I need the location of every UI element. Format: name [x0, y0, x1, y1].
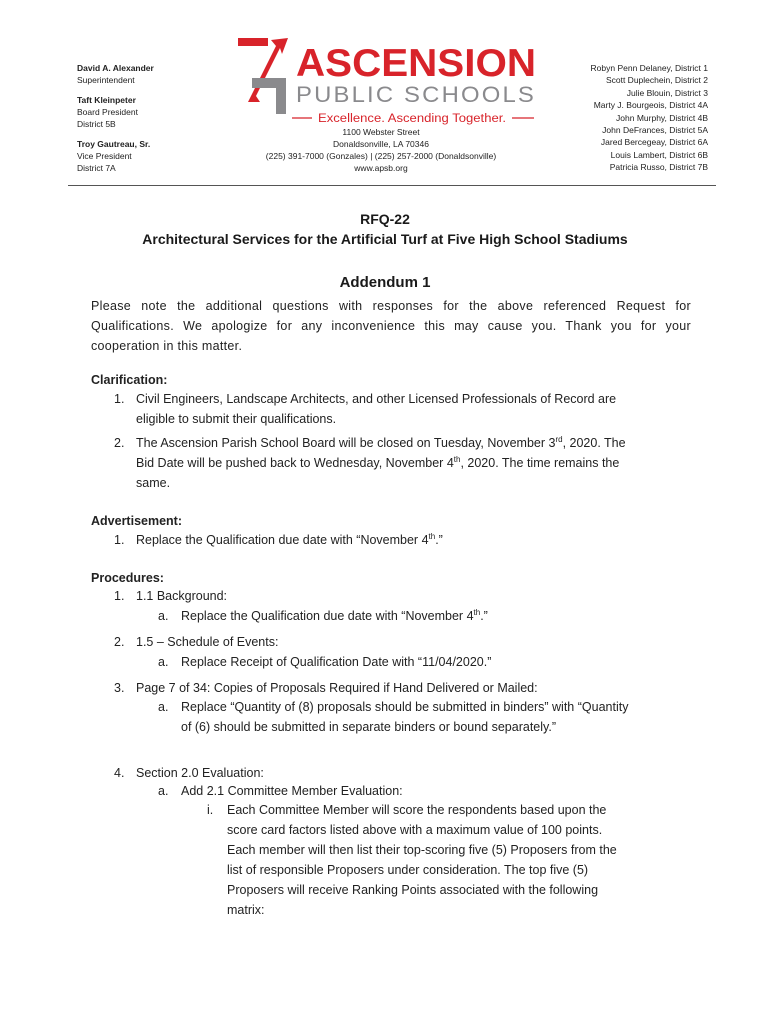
board-member: Marty J. Bourgeois, District 4A [593, 100, 708, 111]
officer-title: Vice President [77, 151, 132, 161]
text-run: Replace the Qualification due date with “November 4 [136, 533, 429, 547]
intro-paragraph: Please note the additional questions with responses for the above referenced Request for Qualifications. We apologize for any inconvenience this may cause you. Thank you for your cooperation in this matter. [91, 299, 691, 353]
list-number: 4. [114, 766, 125, 780]
list-letter: a. [158, 655, 169, 669]
officer-district: District 5B [77, 119, 116, 129]
list-number: 1. [114, 533, 125, 547]
officer-name: Troy Gautreau, Sr. [77, 139, 151, 149]
address-phones: (225) 391-7000 (Gonzales) | (225) 257-2000 (Donaldsonville) [265, 151, 497, 161]
procedure-4a: Add 2.1 Committee Member Evaluation: [181, 784, 403, 798]
clarification-heading: Clarification: [91, 373, 168, 387]
advertisement-heading: Advertisement: [91, 514, 182, 528]
list-number: 3. [114, 681, 125, 695]
officer-name: David A. Alexander [77, 63, 154, 73]
board-member: Scott Duplechein, District 2 [605, 75, 708, 86]
addendum-title: Addendum 1 [339, 274, 431, 291]
officer-vice-president [77, 138, 154, 174]
district-address [240, 126, 522, 174]
list-letter: a. [158, 784, 169, 798]
address-city: Donaldsonville, LA 70346 [333, 139, 429, 149]
logo-tagline: Excellence. Ascending Together. [318, 113, 506, 125]
list-number: 1. [114, 392, 125, 406]
board-member: Patricia Russo, District 7B [609, 162, 708, 173]
logo-name: ASCENSION [296, 42, 536, 85]
list-number: 2. [114, 436, 125, 450]
project-title: Architectural Services for the Artificial Turf at Five High School Stadiums [142, 231, 628, 247]
header-divider [68, 185, 716, 186]
board-member: Jared Bercegeay, District 6A [600, 137, 708, 148]
board-members [591, 62, 708, 174]
text-run: , 2020. The time remains the same. [136, 456, 620, 490]
advertisement-item-1 [136, 530, 646, 550]
officer-title: Superintendent [77, 75, 135, 85]
officer-name: Taft Kleinpeter [77, 95, 136, 105]
procedure-3: Page 7 of 34: Copies of Proposals Required if Hand Delivered or Mailed: [136, 681, 538, 695]
officer-superintendent [77, 62, 154, 86]
logo-gray-bar [252, 78, 286, 114]
text-run: .” [435, 533, 443, 547]
list-number: 2. [114, 635, 125, 649]
text-run: Replace the Qualification due date with “November 4 [181, 609, 474, 623]
clarification-item-1: Civil Engineers, Landscape Architects, and other Licensed Professionals of Record are eligible to submit their qualifications. [136, 392, 617, 426]
procedure-1: 1.1 Background: [136, 589, 228, 603]
logo-red-stroke [238, 38, 268, 46]
list-letter: a. [158, 609, 169, 623]
board-member: Louis Lambert, District 6B [610, 149, 708, 160]
address-website: www.apsb.org [354, 163, 408, 173]
officer-district: District 7A [77, 163, 116, 173]
logo-sub: PUBLIC SCHOOLS [296, 82, 536, 107]
superscript: th [428, 531, 436, 541]
board-member: John DeFrances, District 5A [602, 125, 708, 136]
rfq-number: RFQ-22 [360, 211, 410, 227]
board-member: Julie Blouin, District 3 [626, 87, 708, 98]
list-number: 1. [114, 589, 125, 603]
procedures-heading: Procedures: [91, 571, 164, 585]
text-run: The Ascension Parish School Board will be closed on Tuesday, November 3 [136, 436, 556, 450]
text-run: .” [480, 609, 488, 623]
procedure-2: 1.5 – Schedule of Events: [136, 635, 279, 649]
officer-president [77, 94, 154, 130]
superscript: th [473, 607, 481, 617]
list-letter: a. [158, 700, 169, 714]
address-street: 1100 Webster Street [342, 127, 420, 137]
procedure-2a: Replace Receipt of Qualification Date with “11/04/2020.” [181, 655, 492, 669]
board-member: Robyn Penn Delaney, District 1 [590, 63, 708, 73]
superscript: rd [555, 434, 563, 444]
text-run: , 2020. The Bid Date will be pushed back to Wednesday, November 4 [136, 436, 626, 470]
superscript: th [453, 454, 461, 464]
procedure-1a [181, 606, 661, 626]
board-officers [77, 62, 154, 182]
procedure-3a: Replace “Quantity of (8) proposals should be submitted in binders” with “Quantity of (6) should be submitted in separate binders or bound separately.” [181, 700, 629, 734]
list-roman: i. [207, 803, 214, 817]
clarification-item-2 [136, 433, 646, 493]
procedure-4: Section 2.0 Evaluation: [136, 766, 264, 780]
ascension-logo [226, 36, 546, 126]
officer-title: Board President [77, 107, 138, 117]
board-member: John Murphy, District 4B [616, 112, 708, 123]
procedure-4a-i: Each Committee Member will score the respondents based upon the score card factors listed above with a maximum value of 100 points. Each member will then list their top-scoring five (5) Proposers from the list of responsible Proposers under consideration. The top five (5) Proposers will receive Ranking Points associated with the following matrix: [227, 803, 617, 917]
